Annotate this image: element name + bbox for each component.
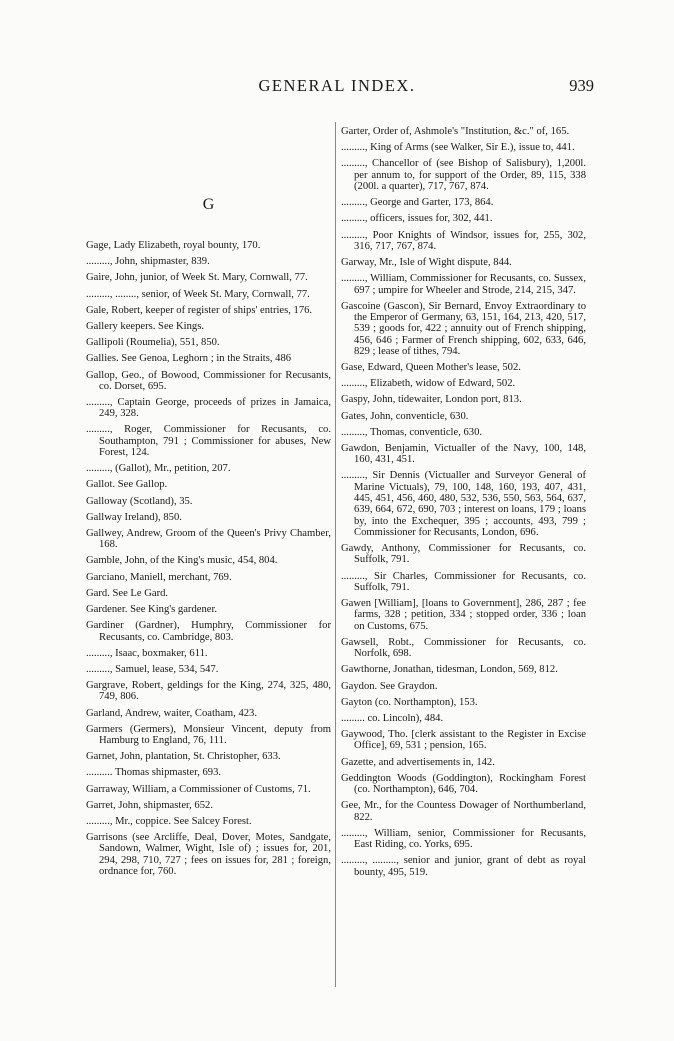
index-entry: ........., ........, senior, of Week St. Mary, Cornwall, 77. <box>86 288 310 300</box>
index-entry: Gascoine (Gascon), Sir Bernard, Envoy Extraordinary to the Emperor of Germany, 63, 151, 164, 213, 420, 517, 539 ; goods for, 422 ; annuity out of French shipping, 456, 646 ; Farmer of French shipping, 602, 633, 646, 829 ; lease of tithes, 794. <box>341 300 586 357</box>
index-entry: ........., (Gallot), Mr., petition, 207. <box>86 463 231 475</box>
running-title: GENERAL INDEX. <box>258 76 416 95</box>
index-entry: Gaywood, Tho. [clerk assistant to the Register in Excise Office], 69, 531 ; pension, 165. <box>341 729 586 752</box>
index-entry: ......... co. Lincoln), 484. <box>341 712 444 724</box>
index-entry: Garway, Mr., Isle of Wight dispute, 844. <box>341 257 512 269</box>
index-entry: Garnet, John, plantation, St. Christopher, 633. <box>86 751 281 763</box>
index-entry: ........., Roger, Commissioner for Recusants, co. Southampton, 791 ; Commissioner for abuses, New Forest, 124. <box>86 424 331 459</box>
index-entry: Gardiner (Gardner), Humphry, Commissioner for Recusants, co. Cambridge, 803. <box>86 620 331 643</box>
index-entry: Garret, John, shipmaster, 652. <box>86 799 213 811</box>
index-entry: Garland, Andrew, waiter, Coatham, 423. <box>86 707 257 719</box>
index-entry: Gardener. See King's gardener. <box>86 604 218 616</box>
index-entry: Garciano, Maniell, merchant, 769. <box>86 571 232 583</box>
index-entry: Gallipoli (Roumelia), 551, 850. <box>86 337 220 349</box>
index-entry: ........., Thomas, conventicle, 630. <box>341 426 483 438</box>
index-entry: Gaydon. See Graydon. <box>341 680 438 692</box>
index-entry: Gawdon, Benjamin, Victualler of the Navy, 100, 148, 160, 431, 451. <box>341 443 586 466</box>
index-entry: Gaspy, John, tidewaiter, London port, 813. <box>341 394 522 406</box>
index-entry: Garrisons (see Arcliffe, Deal, Dover, Motes, Sandgate, Sandown, Walmer, Wight, Isle of) ; issues for, 201, 294, 298, 710, 727 ; fees on issues for, 281 ; foreign, ordnance for, 760. <box>86 832 331 878</box>
index-entry: Gallway Ireland), 850. <box>86 511 182 523</box>
index-entry: ........., William, senior, Commissioner for Recusants, East Riding, co. Yorks, 695. <box>341 827 586 851</box>
left-column <box>86 130 331 882</box>
index-entry: ........., King of Arms (see Walker, Sir E.), issue to, 441. <box>341 142 575 154</box>
index-entry: Gawdy, Anthony, Commissioner for Recusants, co. Suffolk, 791. <box>341 543 586 566</box>
right-entry-list <box>341 126 586 878</box>
index-entry: ........., officers, issues for, 302, 441. <box>341 213 493 225</box>
index-entry: Gawthorne, Jonathan, tidesman, London, 569, 812. <box>341 664 558 676</box>
index-entry: Gase, Edward, Queen Mother's lease, 502. <box>341 362 521 374</box>
index-entry: ........., Sir Charles, Commissioner for Recusants, co. Suffolk, 791. <box>341 570 586 593</box>
left-entry-list <box>86 240 331 877</box>
index-entry: ........., John, shipmaster, 839. <box>86 256 210 268</box>
page-number: 939 <box>569 76 594 95</box>
index-entry: Gaire, John, junior, of Week St. Mary, Cornwall, 77. <box>86 272 308 284</box>
index-entry: ........., Poor Knights of Windsor, issues for, 255, 302, 316, 717, 767, 874. <box>341 229 586 252</box>
index-entry: Gallop, Geo., of Bowood, Commissioner for Recusants, co. Dorset, 695. <box>86 369 331 392</box>
index-entry: ........., William, Commissioner for Recusants, co. Sussex, 697 ; umpire for Wheeler and Strode, 214, 215, 347. <box>341 273 586 296</box>
index-entry: ........., ........., senior and junior, grant of debt as royal bounty, 495, 519. <box>341 855 586 878</box>
index-entry: Gallies. See Genoa, Leghorn ; in the Straits, 486 <box>86 353 292 365</box>
index-entry: ........., Samuel, lease, 534, 547. <box>86 663 219 675</box>
index-entry: Gazette, and advertisements in, 142. <box>341 756 495 768</box>
index-entry: Garter, Order of, Ashmole's "Institution, &c." of, 165. <box>341 126 570 137</box>
index-entry: Gallery keepers. See Kings. <box>86 320 204 332</box>
index-entry: ........., Captain George, proceeds of prizes in Jamaica, 249, 328. <box>86 396 331 420</box>
index-entry: Gee, Mr., for the Countess Dowager of Northumberland, 822. <box>341 800 586 823</box>
column-divider <box>335 122 336 987</box>
index-entry: ........., Mr., coppice. See Salcey Forest. <box>86 816 252 827</box>
index-entry: .......... Thomas shipmaster, 693. <box>86 767 222 779</box>
index-entry: Geddington Woods (Goddington), Rockingham Forest (co. Northampton), 646, 704. <box>341 772 586 796</box>
index-entry: ........., George and Garter, 173, 864. <box>341 197 494 209</box>
index-entry: Garraway, William, a Commissioner of Customs, 71. <box>86 783 311 795</box>
index-entry: Galloway (Scotland), 35. <box>86 495 193 507</box>
index-entry: Garmers (Germers), Monsieur Vincent, deputy from Hamburg to England, 76, 111. <box>86 723 331 747</box>
section-letter: G <box>202 196 215 213</box>
index-entry: ........., Chancellor of (see Bishop of Salisbury), 1,200l. per annum to, for support of the Order, 89, 115, 338 (200l. a quarter), 717, 767, 874. <box>341 158 586 192</box>
index-entry: ........., Sir Dennis (Victualler and Surveyor General of Marine Victuals), 79, 100, 148, 160, 193, 407, 431, 445, 451, 456, 460, 480, 532, 536, 550, 563, 564, 637, 639, 664, 672, 690, 703 ; interest on loans, 179 ; loans by, into the Exchequer, 395 ; accounts, 493, 799 ; Commissioner for Recusants, London, 696. <box>341 470 586 538</box>
index-entry: Gawsell, Robt., Commissioner for Recusants, co. Norfolk, 698. <box>341 636 586 660</box>
right-column <box>341 126 586 883</box>
index-entry: Gallot. See Gallop. <box>86 479 168 491</box>
page-header <box>0 76 674 100</box>
index-entry: ........., Elizabeth, widow of Edward, 502. <box>341 378 516 390</box>
index-entry: ........., Isaac, boxmaker, 611. <box>86 647 208 659</box>
index-entry: Gawen [William], [loans to Government], 286, 287 ; fee farms, 328 ; petition, 334 ; stopped order, 336 ; loan on Customs, 675. <box>341 598 586 632</box>
index-entry: Gamble, John, of the King's music, 454, 804. <box>86 555 278 567</box>
index-entry: Gates, John, conventicle, 630. <box>341 410 469 422</box>
index-entry: Gage, Lady Elizabeth, royal bounty, 170. <box>86 240 261 251</box>
index-entry: Gayton (co. Northampton), 153. <box>341 696 478 708</box>
index-entry: Gallwey, Andrew, Groom of the Queen's Privy Chamber, 168. <box>86 528 331 551</box>
index-entry: Gard. See Le Gard. <box>86 587 169 599</box>
index-entry: Gale, Robert, keeper of register of ships' entries, 176. <box>86 304 313 316</box>
index-entry: Gargrave, Robert, geldings for the King, 274, 325, 480, 749, 806. <box>86 680 331 703</box>
